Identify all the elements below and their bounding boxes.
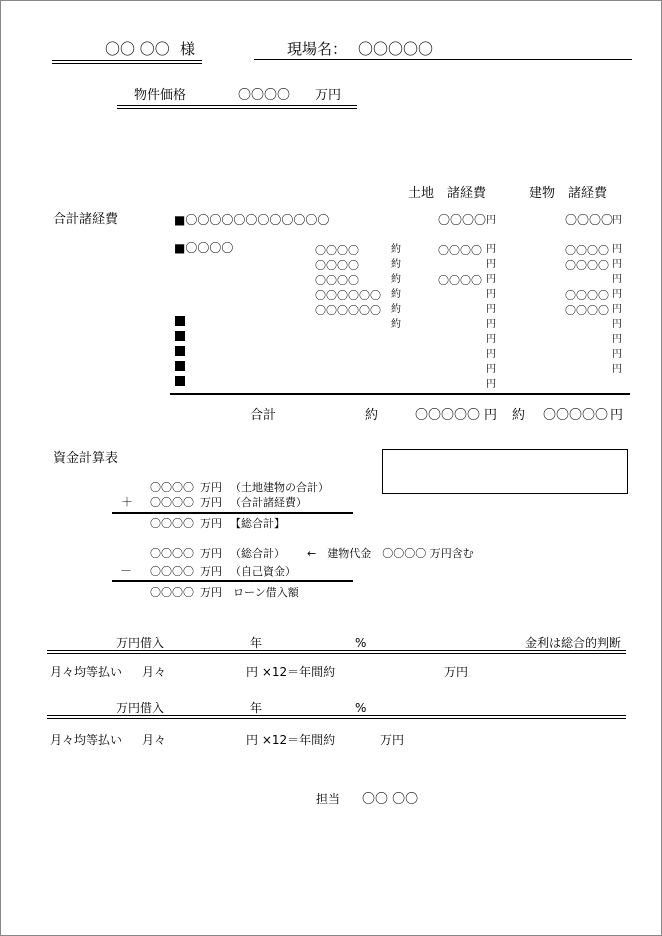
- loan-2-monthly-each: 月々: [142, 733, 167, 747]
- funding-line-1-note: （土地建物の合計）: [230, 481, 329, 494]
- sub-item-name: 〇〇〇〇: [315, 274, 359, 287]
- yen-unit: 円: [486, 259, 496, 270]
- cost-item-1-building: 〇〇〇〇: [565, 213, 614, 227]
- sub-item-name: 〇〇〇〇〇〇: [315, 289, 381, 302]
- sub-item-approx: 約: [391, 304, 401, 315]
- price-value: 〇〇〇〇: [238, 88, 291, 103]
- yen-unit: 円: [612, 259, 622, 270]
- sub-item-name: 〇〇〇〇: [315, 259, 359, 272]
- loan-2-percent-label: %: [355, 701, 367, 715]
- loan-1-monthly-each: 月々: [142, 665, 167, 679]
- funding-line-5-value: 〇〇〇〇: [150, 565, 194, 578]
- loan-1-man-yen: 万円: [444, 665, 469, 679]
- funding-rule-2: [112, 580, 353, 582]
- loan-1-rule: [47, 650, 626, 654]
- yen-unit: 円: [612, 349, 622, 360]
- funding-line-5-note: （自己資金）: [230, 565, 296, 578]
- funding-rule-1: [112, 512, 353, 514]
- notes-box[interactable]: [382, 449, 628, 494]
- yen-unit: 円: [486, 364, 496, 375]
- funding-line-4-unit: 万円: [200, 547, 222, 560]
- yen-unit: 円: [486, 334, 496, 345]
- loan-1-amount-label: 万円借入: [116, 636, 165, 650]
- funding-line-4-note: （総合計）: [230, 547, 285, 560]
- loan-2-amount-label: 万円借入: [116, 701, 165, 715]
- loan-2-monthly-label: 月々均等払い: [50, 733, 123, 747]
- loan-1-years-label: 年: [250, 636, 263, 650]
- sub-item-name: 〇〇〇〇〇〇: [315, 304, 381, 317]
- sub-item-building: 〇〇〇〇: [565, 259, 609, 272]
- sub-item-building: 〇〇〇〇: [565, 289, 609, 302]
- staff-label: 担当: [316, 792, 341, 806]
- sub-item-approx: 約: [391, 244, 401, 255]
- bullet-square: [175, 376, 185, 386]
- loan-1-calc: 円 ×12＝年間約: [246, 665, 336, 679]
- sub-item-building: 〇〇〇〇: [565, 244, 609, 257]
- staff-name: 〇〇 〇〇: [362, 792, 419, 807]
- funding-line-1-unit: 万円: [200, 481, 222, 494]
- cost-total-label: 合計: [250, 408, 277, 423]
- loan-2-years-label: 年: [250, 701, 263, 715]
- yen-unit: 円: [612, 244, 622, 255]
- approx-label: 約: [365, 408, 379, 423]
- yen-unit: 円: [612, 289, 622, 300]
- funding-line-5-unit: 万円: [200, 565, 222, 578]
- loan-2-man-yen: 万円: [380, 733, 405, 747]
- yen-unit: 円: [612, 274, 622, 285]
- yen-unit: 円: [486, 274, 496, 285]
- yen-unit: 円: [484, 408, 498, 423]
- loan-2-calc: 円 ×12＝年間約: [246, 733, 336, 747]
- funding-line-2-value: 〇〇〇〇: [150, 496, 194, 509]
- cost-item-1-name: ■〇〇〇〇〇〇〇〇〇〇〇〇: [174, 213, 330, 227]
- yen-unit: 円: [612, 364, 622, 375]
- price-label: 物件価格: [134, 88, 187, 103]
- yen-unit: 円: [486, 349, 496, 360]
- site-label: 現場名：: [287, 40, 348, 58]
- yen-unit: 円: [486, 304, 496, 315]
- funding-line-1-value: 〇〇〇〇: [150, 481, 194, 494]
- building-cost-header: 建物 諸経費: [529, 186, 608, 201]
- approx-label: 約: [512, 408, 526, 423]
- cost-total-building: 〇〇〇〇〇: [543, 408, 609, 423]
- cost-total-rule: [170, 393, 630, 395]
- funding-line-6-note: ローン借入額: [233, 586, 299, 599]
- yen-unit: 円: [612, 304, 622, 315]
- yen-unit: 円: [486, 289, 496, 300]
- yen-unit: 円: [612, 215, 622, 226]
- sub-item-land: 〇〇〇〇: [438, 244, 482, 257]
- minus-sign: －: [120, 564, 133, 578]
- sub-item-approx: 約: [391, 289, 401, 300]
- yen-unit: 円: [486, 319, 496, 330]
- funding-line-4-value: 〇〇〇〇: [150, 547, 194, 560]
- funding-line-3-value: 〇〇〇〇: [150, 517, 194, 530]
- loan-1-monthly-label: 月々均等払い: [50, 665, 123, 679]
- funding-line-2-unit: 万円: [200, 496, 222, 509]
- loan-2-rule: [47, 715, 626, 719]
- cost-item-2-name: ■〇〇〇〇: [174, 241, 234, 255]
- funding-line-3-note: 【総合計】: [230, 517, 285, 530]
- customer-name: 〇〇 〇〇: [105, 40, 170, 58]
- land-cost-header: 土地 諸経費: [408, 186, 487, 201]
- bullet-square: [175, 361, 185, 371]
- sub-item-building: 〇〇〇〇: [565, 304, 609, 317]
- yen-unit: 円: [486, 244, 496, 255]
- price-unit: 万円: [315, 88, 342, 103]
- honorific: 様: [180, 40, 196, 58]
- funding-title: 資金計算表: [53, 451, 119, 466]
- funding-line-2-note: （合計諸経費）: [230, 496, 307, 509]
- cost-total-land: 〇〇〇〇〇: [415, 408, 481, 423]
- sub-item-name: 〇〇〇〇: [315, 244, 359, 257]
- yen-unit: 円: [612, 334, 622, 345]
- arrow-note: ← 建物代金 〇〇〇〇 万円含む: [307, 547, 474, 560]
- plus-sign: ＋: [121, 495, 134, 509]
- site-value: 〇〇〇〇〇: [358, 40, 434, 58]
- cost-item-1-land: 〇〇〇〇: [438, 213, 487, 227]
- bullet-square: [175, 331, 185, 341]
- sub-item-approx: 約: [391, 259, 401, 270]
- yen-unit: 円: [486, 215, 496, 226]
- customer-underline: [52, 60, 202, 64]
- price-underline: [117, 105, 357, 109]
- funding-line-3-unit: 万円: [200, 517, 222, 530]
- sub-item-land: 〇〇〇〇: [438, 274, 482, 287]
- funding-line-6-unit: 万円: [200, 586, 222, 599]
- funding-line-6-value: 〇〇〇〇: [150, 586, 194, 599]
- yen-unit: 円: [610, 408, 624, 423]
- total-cost-label: 合計諸経費: [53, 212, 119, 227]
- loan-1-percent-label: %: [355, 636, 367, 650]
- sub-item-approx: 約: [391, 274, 401, 285]
- yen-unit: 円: [486, 379, 496, 390]
- sub-item-approx: 約: [391, 319, 401, 330]
- bullet-square: [175, 346, 185, 356]
- yen-unit: 円: [612, 319, 622, 330]
- site-underline: [254, 59, 632, 60]
- rate-note: 金利は総合的判断: [525, 636, 622, 650]
- bullet-square: [175, 316, 185, 326]
